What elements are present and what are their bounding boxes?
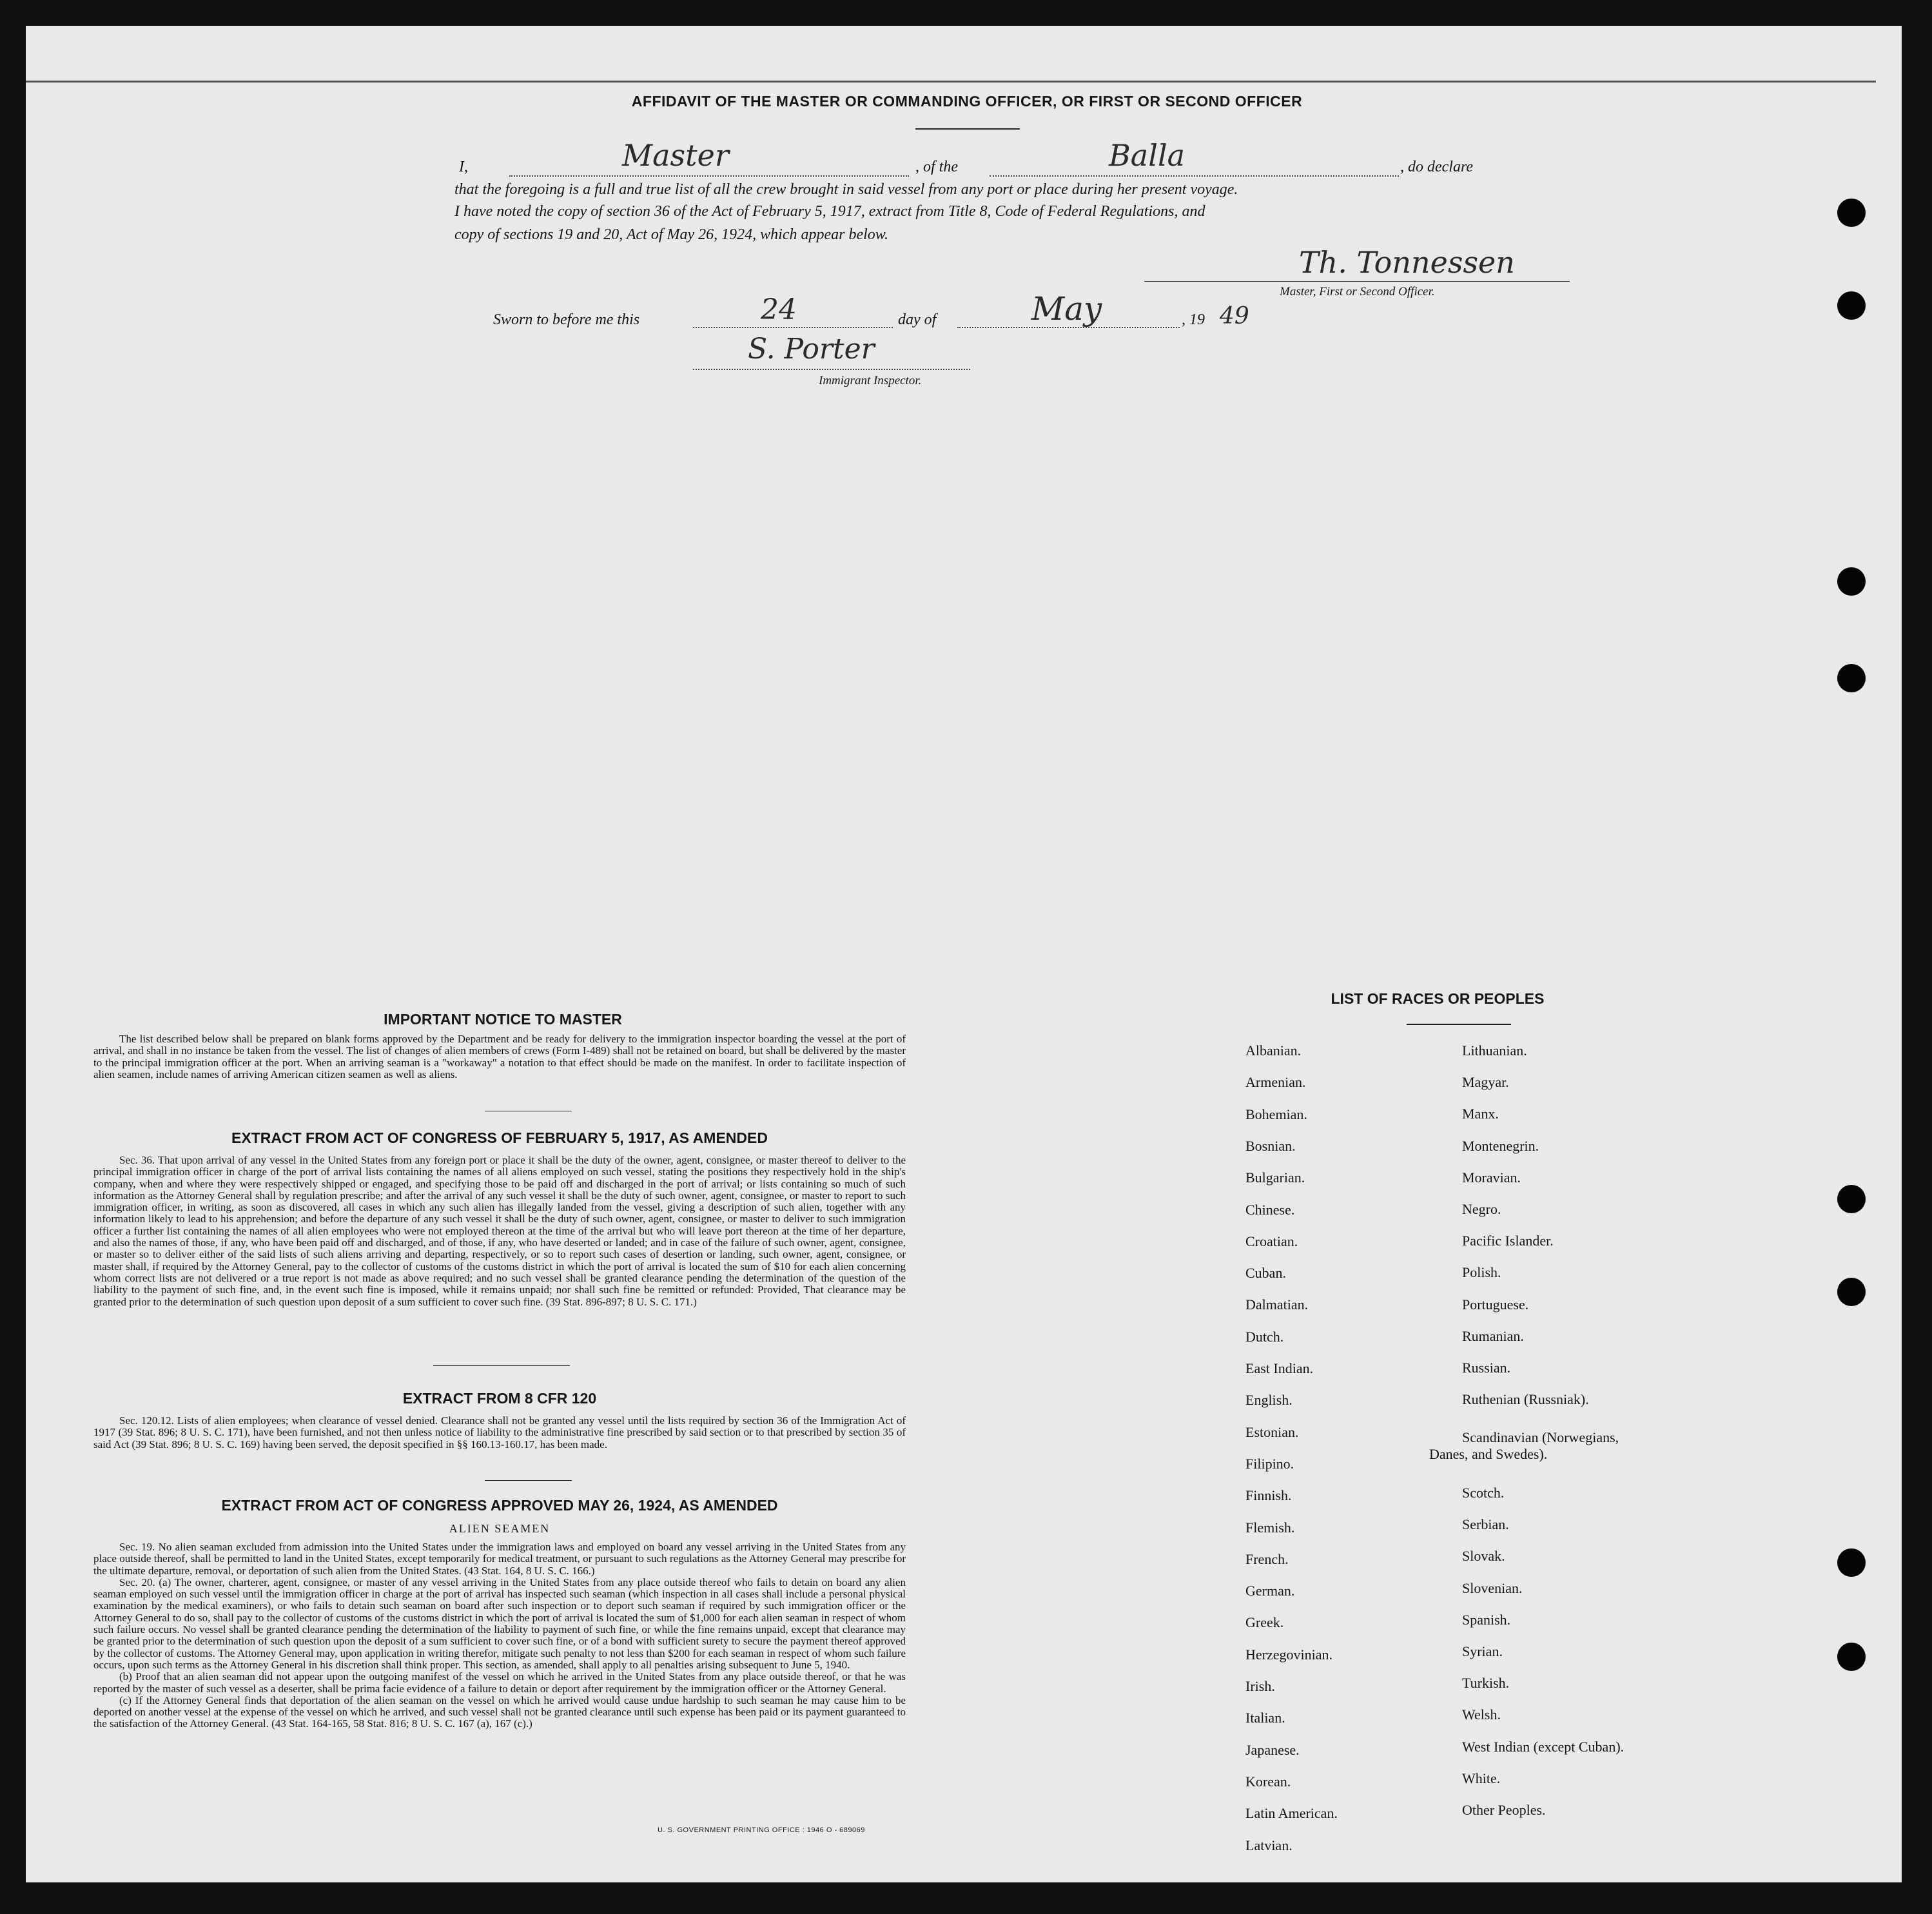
printer-imprint: U. S. GOVERNMENT PRINTING OFFICE : 1946 O - 689069 xyxy=(658,1826,865,1834)
section-20c-paragraph: (c) If the Attorney General finds that deportation of the alien seaman on the vessel on which he arrived would cause undue hardship to such seaman he may cause him to be deported on another vessel at the expense of the vessel on which he arrived, and such vessel shall not be granted clearance until such expense has been paid or its payment guaranteed to the satisfaction of the Attorney General. (43 Stat. 164-165, 58 Stat. 816; 8 U. S. C. 167 (a), 167 (c).) xyxy=(93,1694,906,1730)
extract-8cfr-title: EXTRACT FROM 8 CFR 120 xyxy=(402,1390,597,1407)
section-divider xyxy=(433,1365,570,1366)
day-of-text: day of xyxy=(898,311,937,328)
punch-hole xyxy=(1837,1185,1866,1213)
vessel-handwritten: Balla xyxy=(1109,138,1186,173)
year-handwritten: 49 xyxy=(1220,303,1249,329)
extract-1924-body xyxy=(93,1541,906,1730)
race-item: White. xyxy=(1462,1770,1501,1786)
race-item: Negro. xyxy=(1462,1201,1501,1217)
affidavit-line-4: copy of sections 19 and 20, Act of May 26, 1924, which appear below. xyxy=(454,226,889,243)
punch-hole xyxy=(1837,1643,1866,1671)
race-item: Portuguese. xyxy=(1462,1296,1529,1313)
section-36-paragraph: Sec. 36. That upon arrival of any vessel in the United States from any foreign port or place it shall be the duty of the owner, agent, consignee, or master thereof to deliver to the principal immigration officer in charge of the port of arrival lists containing the names of all aliens employed on such vessel, stating the positions they respectively hold in the ship's company, when and where they were respectively shipped or engaged, and specifying those to be paid off and discharged in the port of arrival; or lists containing so much of such information as the Attorney General shall by regulation prescribe; and after the arrival of any such vessel it shall be the duty of such owner, agent, consignee, or master to report to such immigration officer, in writing, as soon as discovered, all cases in which any such alien has illegally landed from the vessel, giving a description of such alien, together with any information likely to lead to his apprehension; and before the departure of any such vessel it shall be the duty of such owner, agent, consignee, or master to deliver to such immigration officer a further list containing the names of all alien employees who were not employed thereon at the time of the arrival but who will leave port thereon at the time of her departure, and also the names of those, if any, who have been paid off and discharged, and of those, if any, who have deserted or landed; and in case of the failure of such owner, agent, consignee, or master so to deliver either of the said lists of such aliens arriving and departing, respectively, or so to report such cases of desertion or landing, such owner, agent, consignee, or master shall, if required by the Attorney General, pay to the collector of customs of the customs district in which the port of arrival is located the sum of $10 for each alien concerning whom correct lists are not delivered or a true report is not made as above required; and no such vessel shall be granted clearance pending the determination of the question of the liability to the payment of such fine, and, in the event such fine is imposed, while it remains unpaid; nor shall such fine be remitted or refunded: Provided, That clearance may be granted prior to the determination of such question upon deposit of a sum sufficient to cover such fine. (39 Stat. 896-897; 8 U. S. C. 171.) xyxy=(93,1154,906,1308)
race-item: Bosnian. xyxy=(1245,1137,1296,1154)
notice-title: IMPORTANT NOTICE TO MASTER xyxy=(384,1011,622,1028)
race-item: Moravian. xyxy=(1462,1169,1521,1186)
punch-hole xyxy=(1837,567,1866,596)
race-item: Dalmatian. xyxy=(1245,1296,1309,1313)
race-item: Slovenian. xyxy=(1462,1579,1523,1596)
race-item: West Indian (except Cuban). xyxy=(1462,1738,1625,1755)
race-item: Magyar. xyxy=(1462,1074,1509,1091)
race-item: Lithuanian. xyxy=(1462,1042,1527,1059)
race-item: Danes, and Swedes). xyxy=(1429,1446,1548,1462)
extract-1917-title: EXTRACT FROM ACT OF CONGRESS OF FEBRUARY 5, 1917, AS AMENDED xyxy=(231,1129,768,1146)
section-20a-paragraph: Sec. 20. (a) The owner, charterer, agent, consignee, or master of any vessel arriving in the United States from any place outside thereof who fails to detain on board any alien seaman employed on such vessel until the immigration officer in charge at the port of arrival has inspected such seaman (which inspection in all cases shall include a personal physical examination by the medical examiners), or who fails to detain such seaman on board after such inspection or to deport such seaman if required by such immigration officer or the Attorney General to do so, shall pay to the collector of customs of the customs district in which the port of arrival is located the sum of $1,000 for each alien seaman in respect of whom such failure occurs. No vessel shall be granted clearance pending the determination of the liability to payment of such fine, or while the fine remains unpaid, except that clearance may be granted prior to the determination of such question upon the deposit of a sum sufficient to cover such fine, or of a bond with sufficient surety to secure the payment thereof approved by the collector of customs. The Attorney General may, upon application in writing therefor, mitigate such penalty to not less than $200 for each seaman in respect of whom such failure occurs, upon such terms as the Attorney General in his discretion shall think proper. This section, as amended, shall apply to all penalties arising subsequent to June 5, 1940. xyxy=(93,1576,906,1671)
race-item: Welsh. xyxy=(1462,1706,1501,1723)
race-item: German. xyxy=(1245,1583,1295,1599)
inspector-signature: S. Porter xyxy=(748,333,875,366)
race-item: Chinese. xyxy=(1245,1201,1295,1218)
race-item: Korean. xyxy=(1245,1773,1291,1790)
race-item: Estonian. xyxy=(1245,1423,1299,1440)
notice-body xyxy=(93,1033,906,1080)
punch-hole xyxy=(1837,291,1866,320)
signature-label: Master, First or Second Officer. xyxy=(1280,285,1435,298)
race-item: Spanish. xyxy=(1462,1611,1511,1628)
affidavit-line-3: I have noted the copy of section 36 of the Act of February 5, 1917, extract from Title 8, Code of Federal Regulations, and xyxy=(454,203,1205,220)
race-item: Other Peoples. xyxy=(1462,1802,1546,1818)
do-declare-text: , do declare xyxy=(1400,159,1474,175)
race-item: Scotch. xyxy=(1462,1485,1505,1501)
punch-hole xyxy=(1837,1278,1866,1306)
race-item: Manx. xyxy=(1462,1106,1499,1122)
race-item: Ruthenian (Russniak). xyxy=(1462,1391,1589,1408)
race-item: Latvian. xyxy=(1245,1837,1293,1853)
race-item: Herzegovinian. xyxy=(1245,1646,1332,1663)
race-item: Armenian. xyxy=(1245,1074,1306,1091)
name-blank xyxy=(509,175,909,177)
race-item: Albanian. xyxy=(1245,1042,1302,1059)
race-item: East Indian. xyxy=(1245,1360,1314,1376)
inspector-label: Immigrant Inspector. xyxy=(819,374,922,387)
race-item: Dutch. xyxy=(1245,1328,1284,1345)
section-120-paragraph: Sec. 120.12. Lists of alien employees; when clearance of vessel denied. Clearance shall not be granted any vessel until the lists required by section 36 of the Immigration Act of 1917 (39 Stat. 896; 8 U. S. C. 171), have been furnished, and not then unless notice of liability to the administrative fine prescribed by said section or to that prescribed by section 35 of said Act (39 Stat. 896; 8 U. S. C. 169) having been served, the deposit specified in §§ 160.13-160.17, has been made. xyxy=(93,1414,906,1450)
race-item: Cuban. xyxy=(1245,1265,1286,1282)
race-item: French. xyxy=(1245,1550,1289,1567)
notice-paragraph: The list described below shall be prepared on blank forms approved by the Department and be ready for delivery to the immigration inspector boarding the vessel at the port of arrival, and shall in no instance be taken from the vessel. The list of changes of alien members of crews (Form I-489) shall not be retained on board, but shall be delivered by the master to the principal immigration officer at the port. When an arriving seaman is a "workaway" a notation to that effect should be made on the manifest. In order to facilitate inspection of alien seamen, include names of arriving American citizen seamen as well as aliens. xyxy=(93,1033,906,1080)
top-border-line xyxy=(26,81,1876,83)
races-title-underline xyxy=(1407,1024,1511,1025)
of-the-text: , of the xyxy=(915,159,958,175)
race-item: Italian. xyxy=(1245,1710,1285,1726)
vessel-blank xyxy=(990,175,1399,177)
alien-seamen-subtitle: ALIEN SEAMEN xyxy=(449,1522,551,1535)
punch-hole xyxy=(1837,199,1866,227)
races-title: LIST OF RACES OR PEOPLES xyxy=(1331,990,1545,1007)
race-item: Croatian. xyxy=(1245,1233,1298,1249)
master-signature: Th. Tonnessen xyxy=(1299,245,1515,280)
race-item: Polish. xyxy=(1462,1264,1501,1281)
race-item: Filipino. xyxy=(1245,1455,1294,1472)
race-item: Bulgarian. xyxy=(1245,1169,1305,1186)
race-item: Latin American. xyxy=(1245,1805,1338,1822)
section-19-paragraph: Sec. 19. No alien seaman excluded from admission into the United States under the immigration laws and employed on board any vessel arriving in the United States from any place outside thereof, shall be permitted to land in the United States, except temporarily for medical treatment, or pursuant to such regulations as the Attorney General may prescribe for the ultimate departure, removal, or deportation of such alien from the United States. (43 Stat. 164, 8 U. S. C. 166.) xyxy=(93,1541,906,1577)
affidavit-title: AFFIDAVIT OF THE MASTER OR COMMANDING OFFICER, OR FIRST OR SECOND OFFICER xyxy=(631,93,1303,110)
day-handwritten: 24 xyxy=(761,293,797,326)
title-underline xyxy=(915,128,1020,130)
signature-line xyxy=(1144,281,1570,282)
race-item: Pacific Islander. xyxy=(1462,1233,1554,1249)
race-item: Bohemian. xyxy=(1245,1106,1307,1122)
affidavit-line-2: that the foregoing is a full and true list of all the crew brought in said vessel from any port or place during her present voyage. xyxy=(454,181,1238,198)
race-item: Japanese. xyxy=(1245,1741,1300,1758)
race-item: Rumanian. xyxy=(1462,1327,1524,1344)
race-item: Flemish. xyxy=(1245,1519,1295,1536)
extract-1924-title: EXTRACT FROM ACT OF CONGRESS APPROVED MAY 26, 1924, AS AMENDED xyxy=(221,1497,778,1514)
race-item: Finnish. xyxy=(1245,1487,1292,1504)
race-item: Scandinavian (Norwegians, xyxy=(1462,1429,1619,1445)
race-item: Montenegrin. xyxy=(1462,1137,1539,1154)
affidavit-i: I, xyxy=(459,159,468,175)
section-divider xyxy=(485,1480,572,1481)
section-20b-paragraph: (b) Proof that an alien seaman did not appear upon the outgoing manifest of the vessel on which he arrived in the United States from any place outside thereof, or that he was reported by the master of such vessel as a deserter, shall be prima facie evidence of a failure to detain or deport after requirement by the immigration officer or the Attorney General. xyxy=(93,1670,906,1695)
race-item: Russian. xyxy=(1462,1360,1511,1376)
race-item: English. xyxy=(1245,1392,1293,1409)
year-prefix: , 19 xyxy=(1182,311,1205,328)
punch-hole xyxy=(1837,1548,1866,1577)
race-item: Greek. xyxy=(1245,1614,1284,1631)
race-item: Irish. xyxy=(1245,1678,1275,1694)
inspector-blank xyxy=(693,369,970,370)
punch-hole xyxy=(1837,664,1866,692)
race-item: Slovak. xyxy=(1462,1548,1505,1565)
extract-8cfr-body xyxy=(93,1415,906,1450)
master-handwritten: Master xyxy=(622,138,729,173)
extract-1917-body xyxy=(93,1155,906,1308)
race-item: Serbian. xyxy=(1462,1516,1509,1533)
race-item: Syrian. xyxy=(1462,1643,1503,1659)
sworn-text: Sworn to before me this xyxy=(493,311,640,328)
day-blank xyxy=(693,327,893,328)
month-handwritten: May xyxy=(1031,290,1102,327)
race-item: Turkish. xyxy=(1462,1675,1510,1692)
